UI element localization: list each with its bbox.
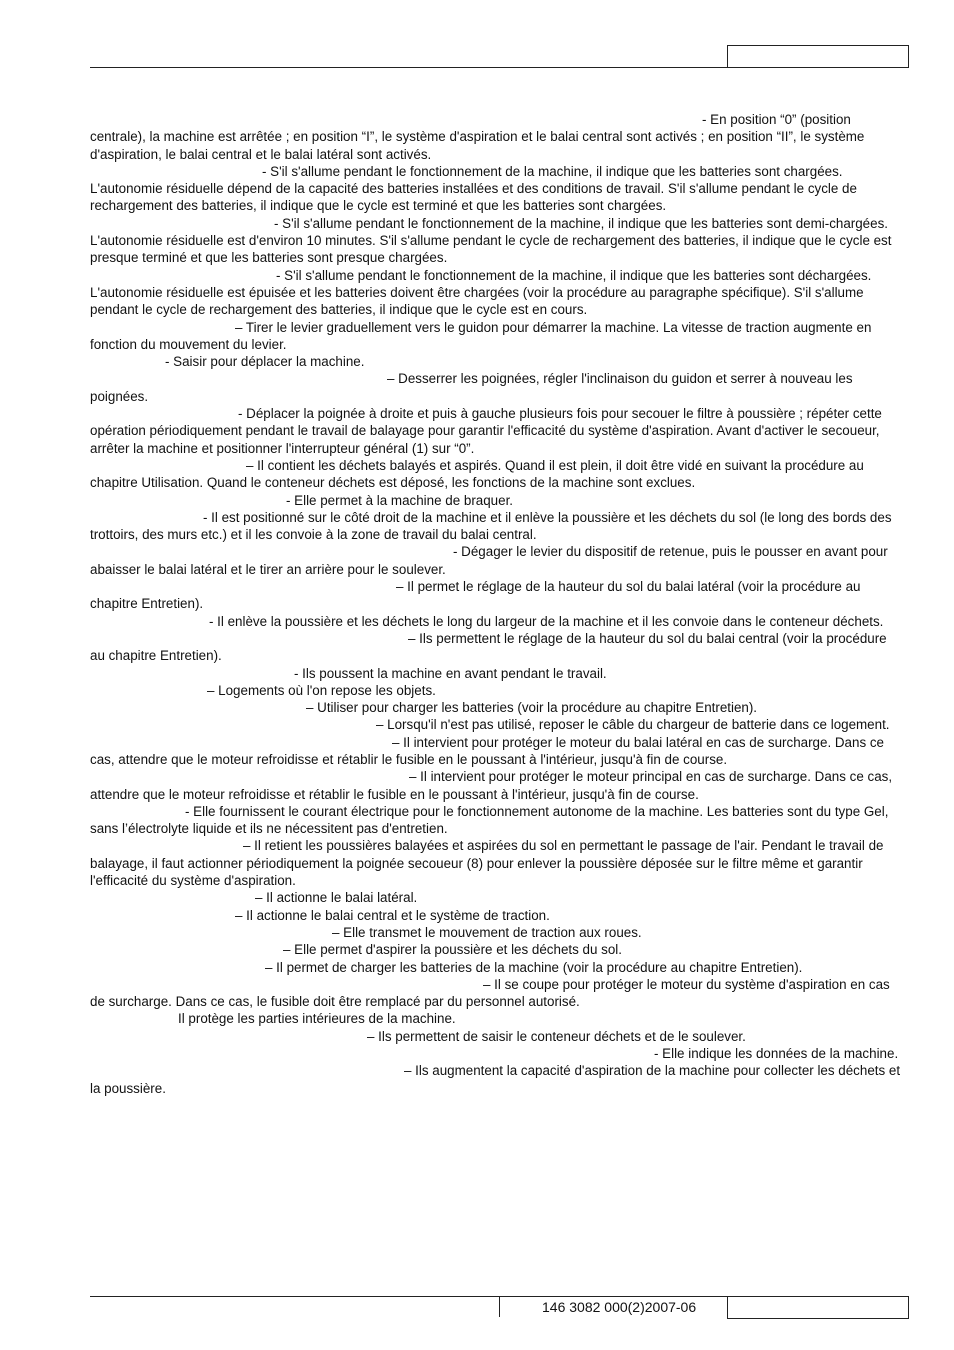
paragraph-text: - Dégager le levier du dispositif de retenue, puis le pousser en avant pour abaisser le balai latéral et le tirer an arrière pour le soulever. [90,544,888,577]
paragraph-side-broom-adjust [90,578,905,613]
paragraph-text: - Elle indique les données de la machine. [654,1046,899,1062]
paragraph-drive-lever [90,319,905,354]
paragraph-flaps [90,1062,905,1097]
footer-divider [499,1296,500,1317]
footer-page-box [727,1296,909,1319]
paragraph-batteries [90,803,905,838]
paragraph-text: Il protège les parties intérieures de la machine. [178,1011,456,1027]
paragraph-text: – Ils permettent le réglage de la hauteur du sol du balai central (voir la procédure au chapitre Entretien). [90,630,887,664]
paragraph-text: - S'il s'allume pendant le fonctionnement de la machine, il indique que les batteries sont demi-chargées. L'autonomie résiduelle est d'environ 10 minutes. S'il s'allume pendant le cycle de rechargement des batteries, il indique que le cycle est presque terminé et que les batteries sont presque chargées. [90,215,892,266]
paragraph-text: – Il contient les déchets balayés et aspirés. Quand il est plein, il doit être vidé en suivant la procédure au chapitre Utilisation. Quand le conteneur déchets est déposé, les fonctions de la machine sont exclues. [90,457,864,491]
paragraph-red-indicator [90,267,905,319]
paragraph-text: – Desserrer les poignées, régler l'inclinaison du guidon et serrer à nouveau les poignées. [90,371,853,404]
paragraph-dust-filter [90,837,905,889]
paragraph-debris-hopper [90,457,905,492]
paragraph-storage [90,682,905,699]
paragraph-yellow-indicator [90,215,905,267]
paragraph-text: - En position “0” (position centrale), la machine est arrêtée ; en position “I”, le système d'aspiration et le balai central sont activés ; en position “II”, le système d'aspiration, le balai central et le balai latéral sont activés. [90,112,865,162]
paragraph-handlebar-knobs [90,370,905,405]
paragraph-text: – Ils permettent de saisir le conteneur déchets et de le soulever. [367,1028,746,1044]
paragraph-main-switch [90,111,905,163]
paragraph-cover [90,1010,905,1027]
paragraph-text: – Il intervient pour protéger le moteur du balai latéral en cas de surcharge. Dans ce cas, attendre que le moteur refroidisse et rétablir le fusible en le poussant à l'intérieur, jusqu'à fin de course. [90,734,885,767]
paragraph-text: - Il enlève la poussière et les déchets le long du largeur de la machine et il les convoie dans le conteneur déchets. [209,613,884,629]
header-page-box [727,45,909,68]
paragraph-vacuum-fan [90,941,905,958]
paragraph-text: – Lorsqu'il n'est pas utilisé, reposer le câble du chargeur de batterie dans ce logement. [376,717,890,733]
paragraph-text: – Logements où l'on repose les objets. [207,682,436,698]
paragraph-vacuum-fuse [90,976,905,1011]
paragraph-main-motor-fuse [90,768,905,803]
paragraph-text: – Il actionne le balai latéral. [255,890,418,906]
paragraph-charger-socket [90,699,905,716]
paragraph-text: – Il actionne le balai central et le système de traction. [235,907,550,923]
paragraph-text: - Déplacer la poignée à droite et puis à gauche plusieurs fois pour secouer le filtre à poussière ; répéter cette opération périodiquement pendant le travail de balayage pour garantir l'efficacité du système d'aspiration. Avant d'activer le secoueur, arrêter la machine et positionner l'interrupteur général (1) sur “0”. [90,406,882,456]
paragraph-main-broom [90,613,905,630]
paragraph-text: – Il intervient pour protéger le moteur principal en cas de surcharge. Dans ce cas, attendre que le moteur refroidisse et rétablir le fusible en le poussant à l'intérieur, jusqu'à fin de course. [90,769,893,802]
paragraph-text: – Il retient les poussières balayées et aspirées du sol en permettant le passage de l'air. Pendant le travail de balayage, il faut actionner périodiquement la poignée secoueur (8) pour enlever la poussière déposée sur le filtre même et garantir l'efficacité du système d'aspiration. [90,838,884,889]
paragraph-text: – Elle permet d'aspirer la poussière et les déchets du sol. [283,942,622,958]
paragraph-cable-housing [90,716,905,733]
paragraph-text: - Il est positionné sur le côté droit de la machine et il enlève la poussière et les déchets du sol (le long des bords des trottoirs, des murs etc.) et il les convoie à la zone de travail du balai central. [90,509,892,543]
paragraph-serial-plate [90,1045,905,1062]
paragraph-side-broom-fuse [90,734,905,769]
paragraph-hopper-handles [90,1028,905,1045]
paragraph-text: – Ils augmentent la capacité d'aspiration de la machine pour collecter les déchets et la poussière. [90,1063,901,1096]
paragraph-drive-belt [90,924,905,941]
paragraph-side-broom [90,509,905,544]
paragraph-side-broom-motor [90,889,905,906]
paragraph-text: - S'il s'allume pendant le fonctionnement de la machine, il indique que les batteries sont chargées. L'autonomie résiduelle dépend de la capacité des batteries installées et des conditions de travail. S'il s'allume pendant le cycle de rechargement des batteries, il indique que le cycle est terminé et que les batteries sont chargées. [90,163,857,214]
footer-document-code: 146 3082 000(2)2007-06 [542,1299,697,1315]
paragraph-text: – Il permet le réglage de la hauteur du sol du balai latéral (voir la procédure au chapitre Entretien). [90,579,861,612]
paragraph-main-broom-adjust [90,630,905,665]
description-list [90,111,905,1097]
paragraph-drive-wheels [90,665,905,682]
paragraph-text: – Il se coupe pour protéger le moteur du système d'aspiration en cas de surcharge. Dans ce cas, le fusible doit être remplacé par du personnel autorisé. [90,976,890,1010]
paragraph-green-indicator [90,163,905,215]
paragraph-text: – Tirer le levier graduellement vers le guidon pour démarrer la machine. La vitesse de traction augmente en fonction du mouvement du levier. [90,319,872,352]
paragraph-text: - Ils poussent la machine en avant pendant le travail. [294,665,607,681]
paragraph-battery-charger [90,959,905,976]
paragraph-side-broom-lever [90,543,905,578]
paragraph-text: - Elle fournissent le courant électrique pour le fonctionnement autonome de la machine. Les batteries sont du type Gel, sans l’électrolyte liquide et ils ne nécessitent pas d'entretien. [90,803,889,837]
paragraph-text: - Saisir pour déplacer la machine. [165,354,365,370]
paragraph-filter-shaker [90,405,905,457]
paragraph-handlebar [90,353,905,370]
paragraph-text: - Elle permet à la machine de braquer. [286,492,514,508]
paragraph-text: – Utiliser pour charger les batteries (voir la procédure au chapitre Entretien). [306,700,758,716]
paragraph-text: - S'il s'allume pendant le fonctionnement de la machine, il indique que les batteries sont déchargées. L'autonomie résiduelle est épuisée et les batteries doivent être chargées (voir la procédure au paragraphe spécifique). S'il s'allume pendant le cycle de rechargement des batteries, il indique que le cycle est en cours. [90,267,872,318]
paragraph-text: – Il permet de charger les batteries de la machine (voir la procédure au chapitre Entretien). [265,959,803,975]
paragraph-main-motor [90,907,905,924]
paragraph-text: – Elle transmet le mouvement de traction aux roues. [332,924,642,940]
paragraph-rear-wheel [90,492,905,509]
